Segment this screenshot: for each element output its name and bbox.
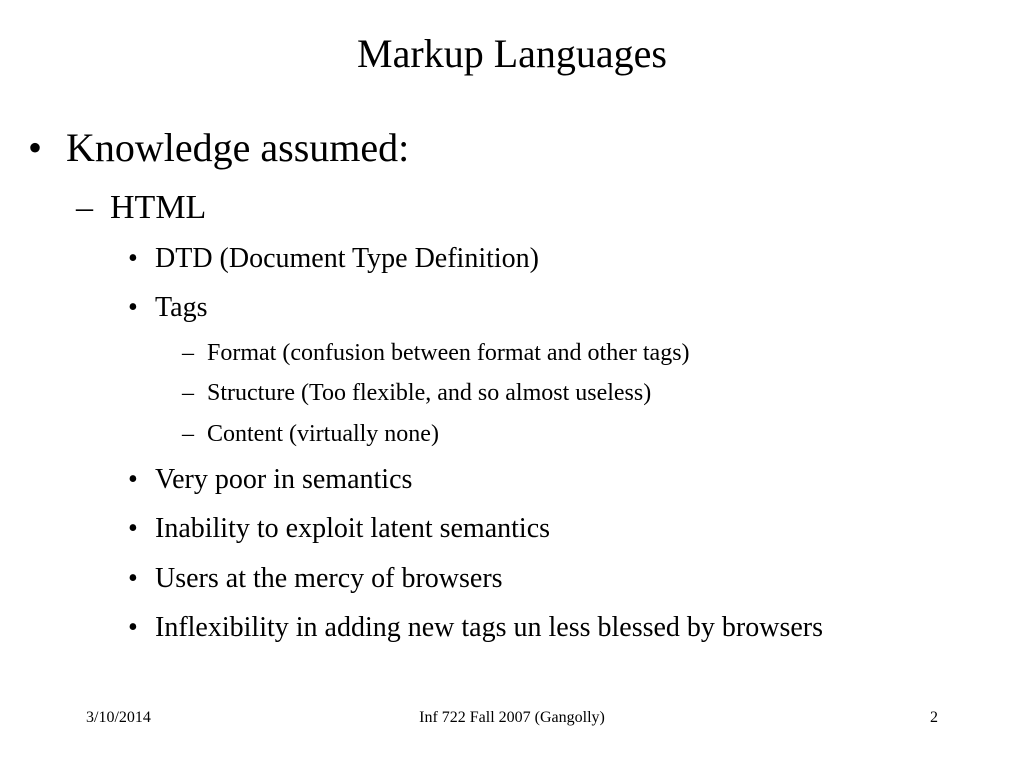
bullet-marker: • [28, 125, 43, 170]
bullet-marker: • [128, 464, 138, 495]
bullet-marker: • [128, 513, 138, 544]
footer-course: Inf 722 Fall 2007 (Gangolly) [419, 709, 605, 726]
bullet-knowledge-assumed: Knowledge assumed: [66, 125, 410, 170]
dash-marker: – [76, 189, 93, 226]
dash-marker: – [182, 421, 194, 447]
bullet-marker: • [128, 292, 138, 323]
bullet-inflexibility: Inflexibility in adding new tags un less blessed by browsers [155, 612, 824, 643]
dash-marker: – [182, 380, 194, 406]
bullet-marker: • [128, 612, 138, 643]
bullet-content: Content (virtually none) [207, 421, 439, 447]
dash-marker: – [182, 340, 194, 366]
bullet-tags: Tags [155, 292, 208, 323]
bullet-dtd: DTD (Document Type Definition) [155, 243, 539, 274]
bullet-users-mercy: Users at the mercy of browsers [155, 563, 503, 594]
bullet-marker: • [128, 243, 138, 274]
bullet-structure: Structure (Too flexible, and so almost useless) [207, 380, 652, 406]
footer-page-number: 2 [930, 709, 938, 726]
slide-title: Markup Languages [357, 31, 667, 76]
bullet-latent-semantics: Inability to exploit latent semantics [155, 513, 551, 544]
footer-date: 3/10/2014 [86, 709, 151, 726]
bullet-poor-semantics: Very poor in semantics [155, 464, 413, 495]
bullet-marker: • [128, 563, 138, 594]
bullet-html: HTML [110, 189, 207, 226]
bullet-format: Format (confusion between format and other tags) [207, 340, 690, 366]
